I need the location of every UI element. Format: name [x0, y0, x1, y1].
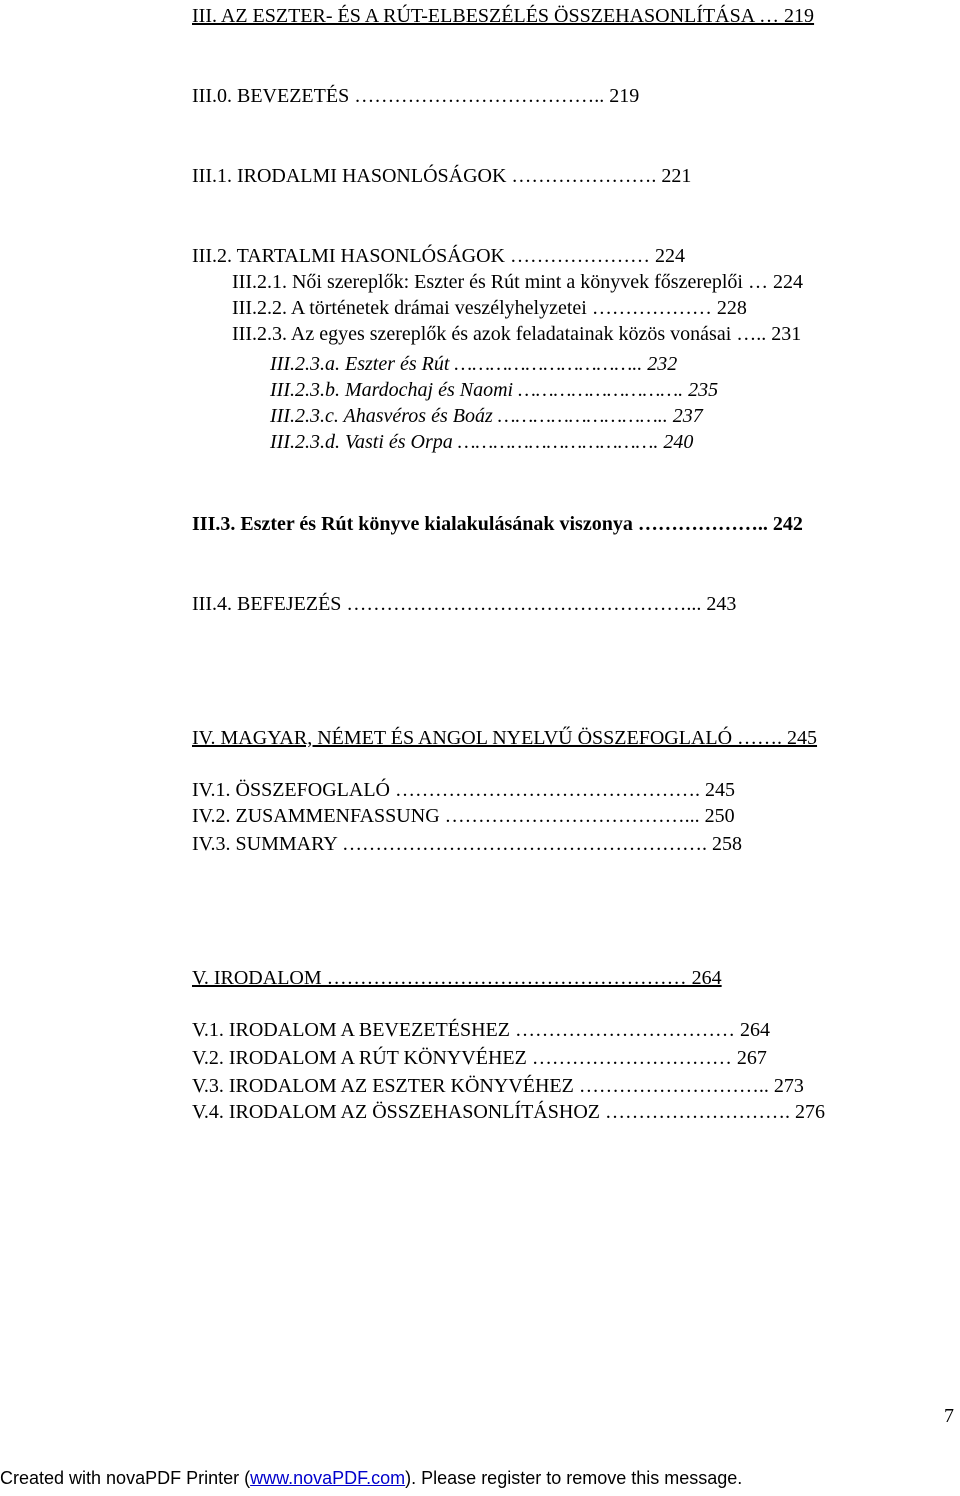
toc-entry-iii-2-3-a: III.2.3.a. Eszter és Rút ………………………….. 232	[270, 353, 678, 375]
watermark-footer	[0, 1467, 742, 1489]
toc-entry-iii-1: III.1. IRODALMI HASONLÓSÁGOK …………………. 221	[192, 165, 692, 187]
toc-entry-iii-2-1: III.2.1. Női szereplők: Eszter és Rút mint a könyvek főszereplői … 224	[232, 271, 803, 293]
toc-entry-iii-2: III.2. TARTALMI HASONLÓSÁGOK ………………… 224	[192, 245, 685, 267]
toc-entry-iii-2-3-d: III.2.3.d. Vasti és Orpa ……………………………. 240	[270, 431, 694, 453]
footer-prefix: Created with novaPDF Printer (	[0, 1468, 251, 1488]
toc-entry-iii-2-3-b: III.2.3.b. Mardochaj és Naomi ………………………. 235	[270, 379, 719, 401]
toc-entry-v-4: V.4. IRODALOM AZ ÖSSZEHASONLÍTÁSHOZ ………………………. 276	[192, 1101, 825, 1123]
toc-entry-iii-2-2: III.2.2. A történetek drámai veszélyhelyzetei ……………… 228	[232, 297, 747, 319]
toc-entry-iii-0: III.0. BEVEZETÉS ……………………………….. 219	[192, 85, 640, 107]
footer-link[interactable]: www.novaPDF.com	[250, 1468, 406, 1488]
toc-entry-iii-2-3: III.2.3. Az egyes szereplők és azok feladatainak közös vonásai ….. 231	[232, 323, 802, 345]
toc-entry-iii-4: III.4. BEFEJEZÉS ……………………………………………... 243	[192, 593, 737, 615]
toc-heading-part-iv: IV. MAGYAR, NÉMET ÉS ANGOL NYELVŰ ÖSSZEFOGLALÓ ……. 245	[192, 727, 818, 749]
toc-heading-part-v: V. IRODALOM ……………………………………………… 264	[192, 967, 722, 989]
toc-entry-v-2: V.2. IRODALOM A RÚT KÖNYVÉHEZ ………………………… 267	[192, 1047, 767, 1069]
page-number: 7	[944, 1405, 954, 1427]
toc-entry-iii-2-3-c: III.2.3.c. Ahasvéros és Boáz ……………………….. 237	[270, 405, 703, 427]
footer-suffix: ). Please register to remove this message.	[405, 1468, 743, 1488]
toc-entry-v-3: V.3. IRODALOM AZ ESZTER KÖNYVÉHEZ ……………………….. 273	[192, 1075, 804, 1097]
toc-entry-iv-1: IV.1. ÖSSZEFOGLALÓ ………………………………………. 245	[192, 779, 735, 801]
toc-entry-iv-2: IV.2. ZUSAMMENFASSUNG ………………………………... 250	[192, 805, 735, 827]
toc-entry-iii-3: III.3. Eszter és Rút könyve kialakulásának viszonya ……………….. 242	[192, 513, 803, 535]
toc-heading-part-iii: III. AZ ESZTER- ÉS A RÚT-ELBESZÉLÉS ÖSSZEHASONLÍTÁSA … 219	[192, 5, 815, 27]
toc-entry-iv-3: IV.3. SUMMARY ………………………………………………. 258	[192, 833, 743, 855]
toc-entry-v-1: V.1. IRODALOM A BEVEZETÉSHEZ …………………………… 264	[192, 1019, 770, 1041]
